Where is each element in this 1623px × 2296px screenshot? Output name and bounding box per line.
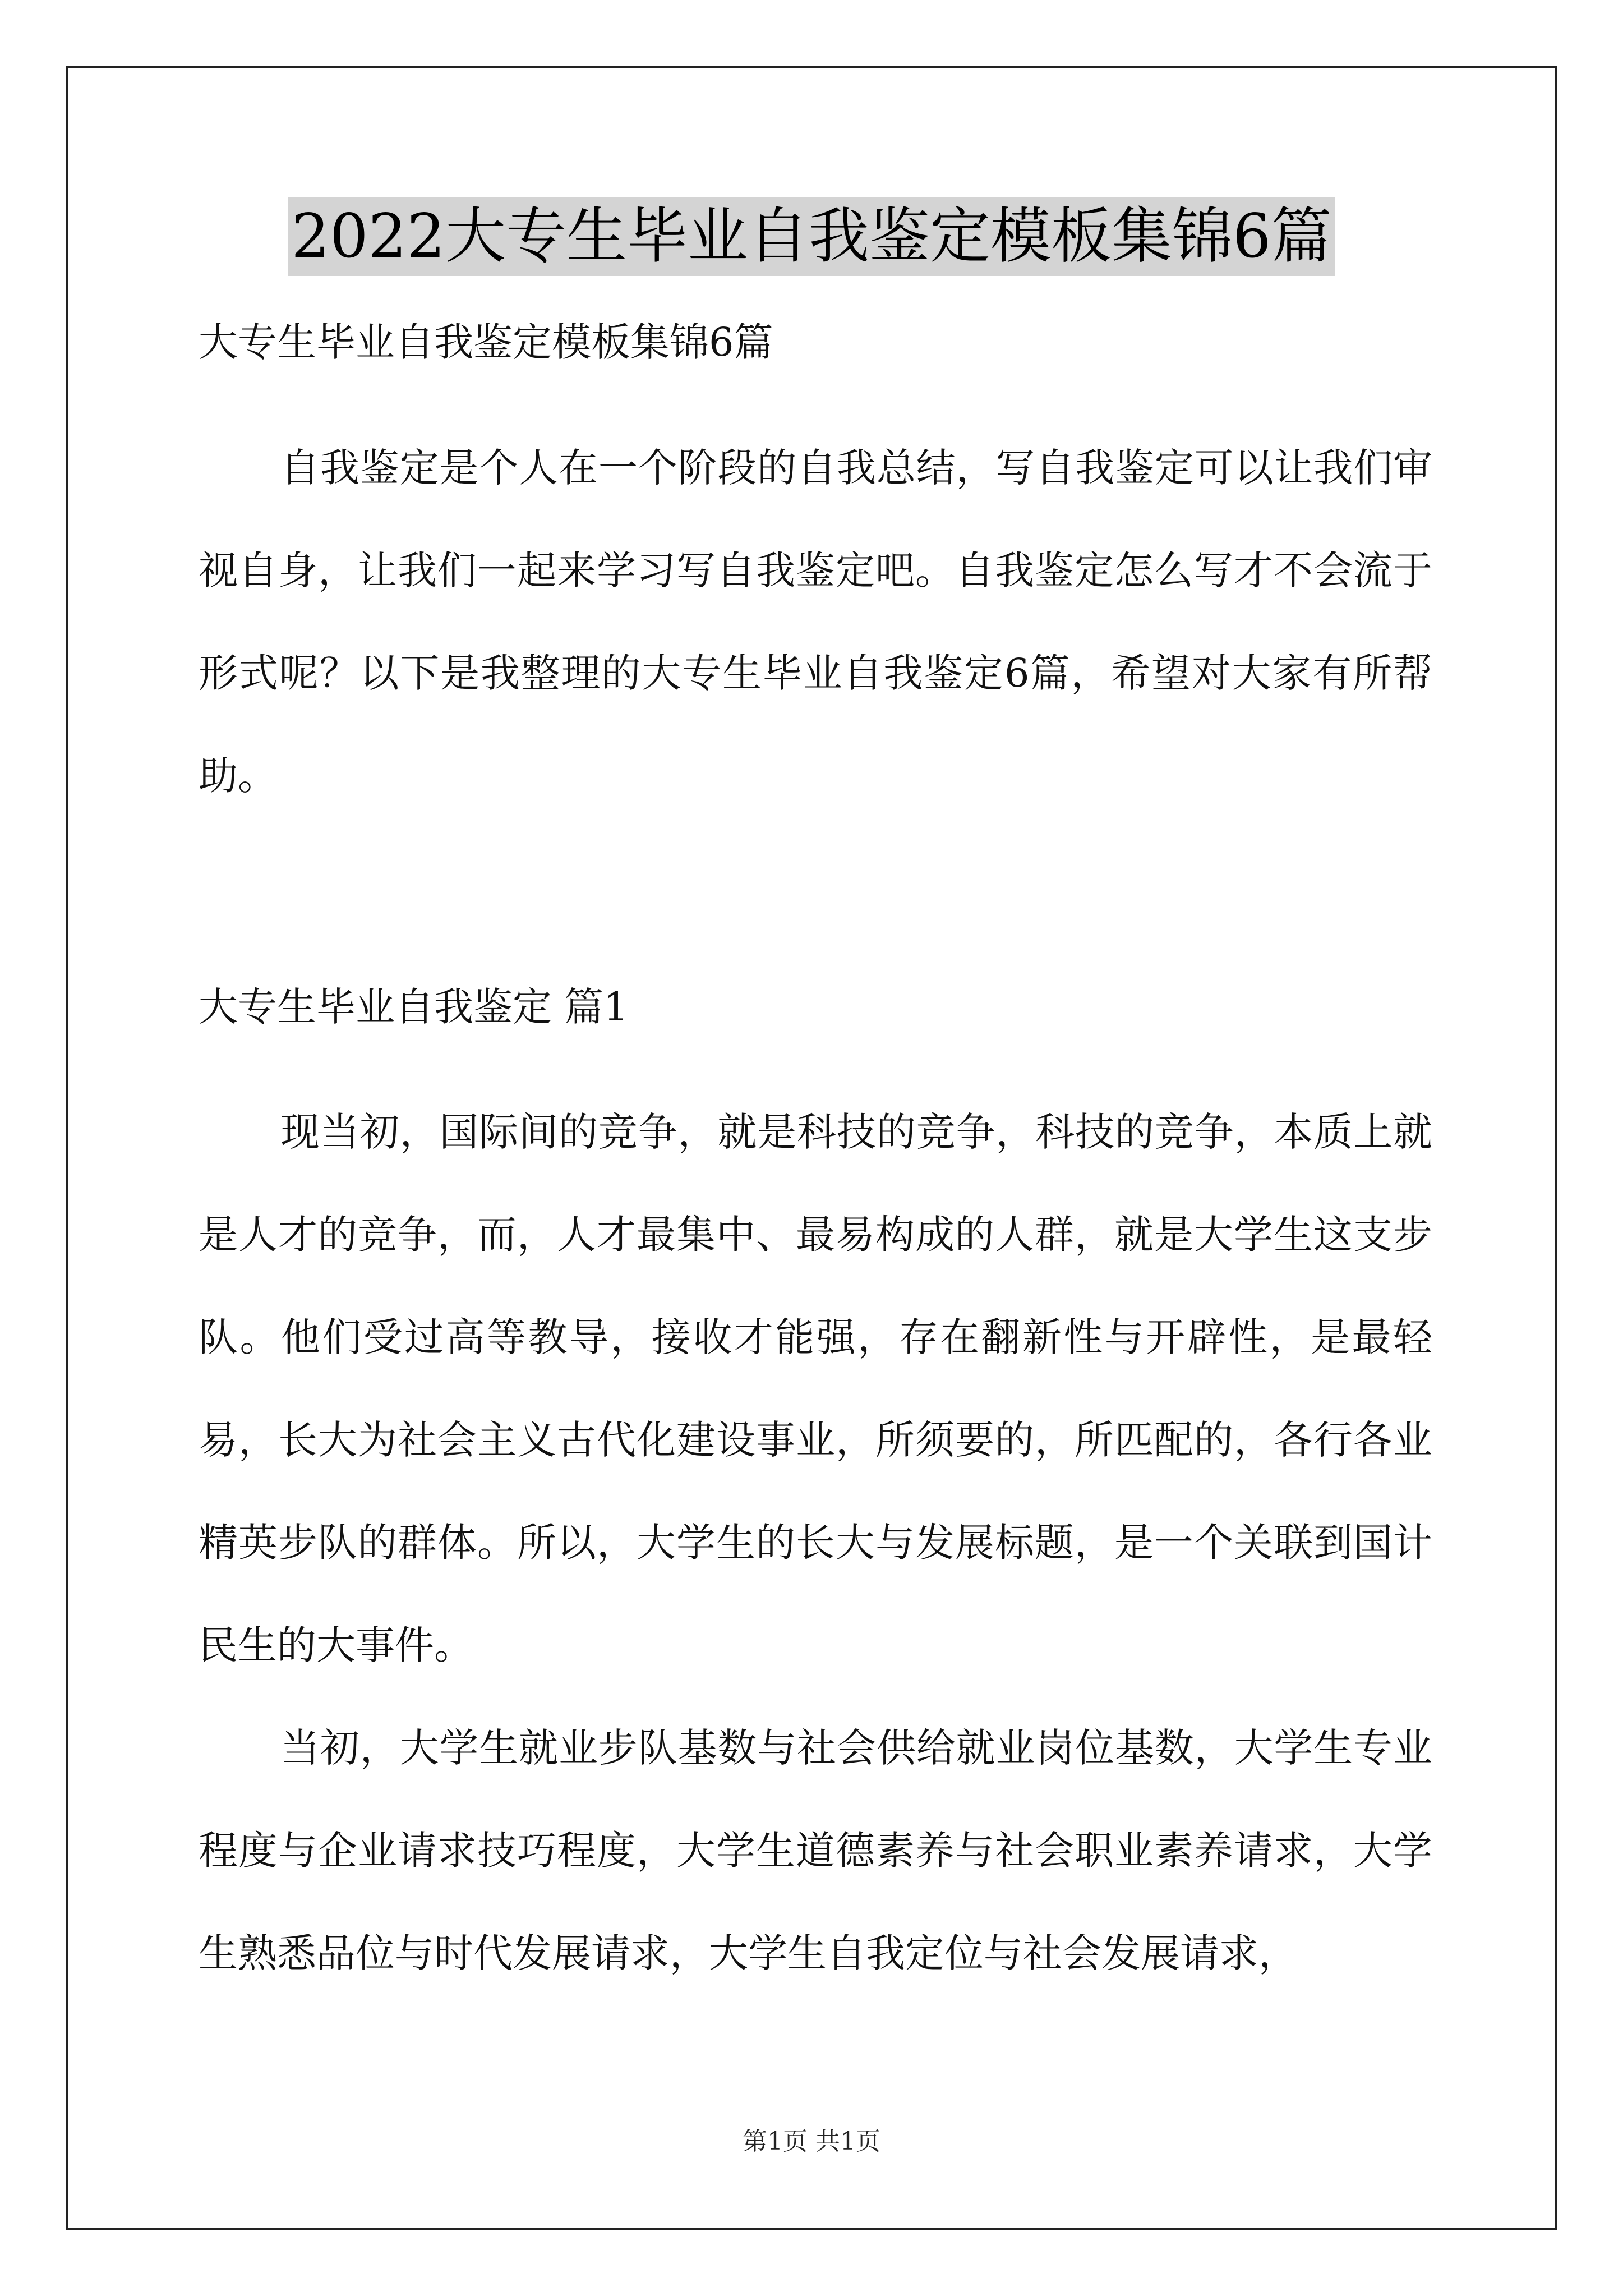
- body-paragraph-1: 现当初，国际间的竞争，就是科技的竞争，科技的竞争，本质上就是人才的竞争，而，人才最集中、最易构成的人群，就是大学生这支步队。他们受过高等教导，接收才能强，存在翻新性与开辟性，是最轻易，长大为社会主义古代化建设事业，所须要的，所匹配的，各行各业精英步队的群体。所以，大学生的长大与发展标题，是一个关联到国计民生的大事件。: [199, 1109, 1432, 1668]
- section-heading: 大专生毕业自我鉴定 篇1: [199, 984, 629, 1030]
- document-body: [199, 314, 1432, 2005]
- body-paragraph-2: 当初，大学生就业步队基数与社会供给就业岗位基数，大学生专业程度与企业请求技巧程度，大学生道德素养与社会职业素养请求，大学生熟悉品位与时代发展请求，大学生自我定位与社会发展请求，: [199, 1725, 1432, 1976]
- intro-paragraph: 自我鉴定是个人在一个阶段的自我总结，写自我鉴定可以让我们审视自身，让我们一起来学习写自我鉴定吧。自我鉴定怎么写才不会流于形式呢？以下是我整理的大专生毕业自我鉴定6篇，希望对大家有所帮助。: [199, 445, 1432, 799]
- title-container: [0, 197, 1623, 276]
- document-subtitle: 大专生毕业自我鉴定模板集锦6篇: [199, 319, 773, 365]
- document-title: 2022大专生毕业自我鉴定模板集锦6篇: [288, 197, 1335, 276]
- page-footer: 第1页 共1页: [743, 2127, 880, 2156]
